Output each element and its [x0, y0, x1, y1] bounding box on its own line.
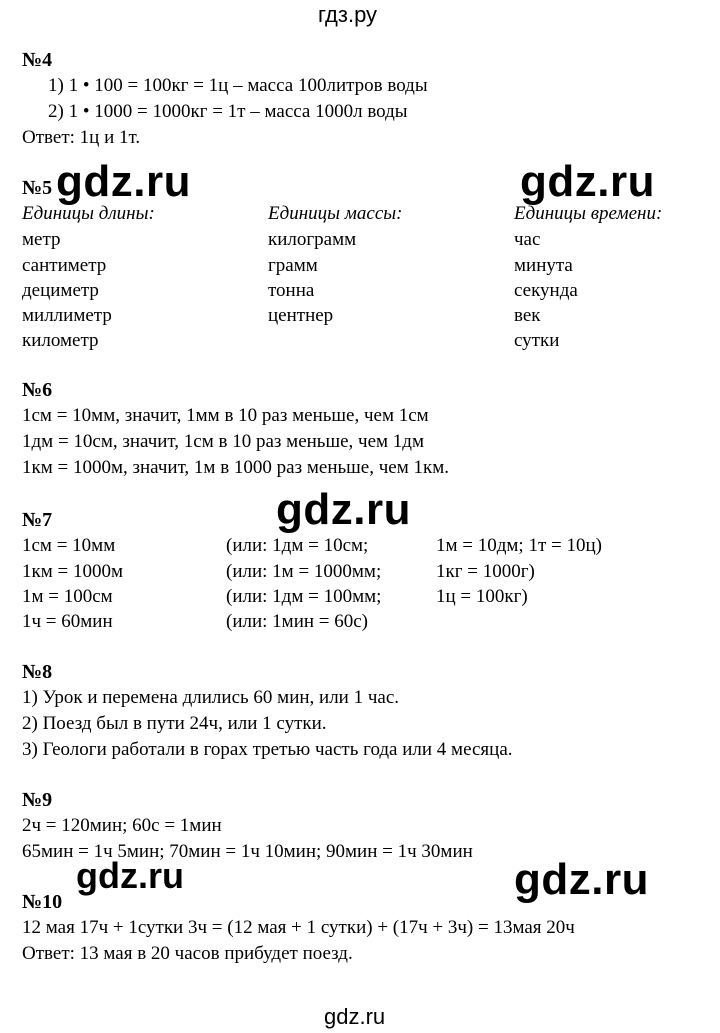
watermark: gdz.ru [520, 157, 655, 206]
task6-number: №6 [22, 379, 53, 401]
task5-time-item: минута [514, 255, 573, 276]
task10-answer: Ответ: 13 мая в 20 часов прибудет поезд. [22, 943, 353, 964]
task5-heading-time: Единицы времени: [514, 203, 663, 224]
task5-mass-item: килограмм [268, 229, 357, 250]
task7-row2-a: 1км = 1000м [22, 561, 123, 582]
task7-row1-c: 1м = 10дм; 1т = 10ц) [436, 535, 602, 556]
task5-length-item: миллиметр [22, 305, 112, 326]
task6-line-1: 1см = 10мм, значит, 1мм в 10 раз меньше, чем 1см [22, 405, 429, 426]
task9-line-2: 65мин = 1ч 5мин; 70мин = 1ч 10мин; 90мин = 1ч 30мин [22, 841, 473, 862]
task5-time-item: сутки [514, 330, 560, 351]
task7-row1-a: 1см = 10мм [22, 535, 116, 556]
task4-line-2: 2) 1 • 1000 = 1000кг = 1т – масса 1000л воды [48, 101, 408, 122]
task10-number: №10 [22, 891, 63, 913]
task8-number: №8 [22, 661, 53, 683]
task5-length-item: метр [22, 229, 61, 250]
task5-time-item: век [514, 305, 541, 326]
task4-number: №4 [22, 49, 53, 71]
task7-row3-b: (или: 1дм = 100мм; [226, 586, 382, 607]
watermark: gdz.ru [276, 485, 411, 534]
task4-line-1: 1) 1 • 100 = 100кг = 1ц – масса 100литров воды [48, 75, 428, 96]
task5-time-item: час [514, 229, 541, 250]
task7-row1-b: (или: 1дм = 10см; [226, 535, 369, 556]
task5-length-item: дециметр [22, 280, 99, 301]
task5-time-item: секунда [514, 280, 578, 301]
task10-line-1: 12 мая 17ч + 1сутки 3ч = (12 мая + 1 сутки) + (17ч + 3ч) = 13мая 20ч [22, 917, 575, 938]
task6-line-3: 1км = 1000м, значит, 1м в 1000 раз меньше, чем 1км. [22, 457, 449, 478]
task9-line-1: 2ч = 120мин; 60с = 1мин [22, 815, 222, 836]
task7-row4-b: (или: 1мин = 60с) [226, 611, 369, 632]
task5-length-item: сантиметр [22, 255, 107, 276]
task7-row3-a: 1м = 100см [22, 586, 113, 607]
task7-row2-b: (или: 1м = 1000мм; [226, 561, 382, 582]
task8-line-3: 3) Геологи работали в горах третью часть года или 4 месяца. [22, 739, 513, 760]
task6-line-2: 1дм = 10см, значит, 1см в 10 раз меньше, чем 1дм [22, 431, 424, 452]
task5-mass-item: тонна [268, 280, 315, 301]
watermark: gdz.ru [56, 157, 191, 206]
task5-heading-length: Единицы длины: [22, 203, 155, 224]
header-site: гдз.ру [318, 2, 378, 27]
task5-mass-item: центнер [268, 305, 334, 326]
task8-line-2: 2) Поезд был в пути 24ч, или 1 сутки. [22, 713, 327, 734]
watermark: gdz.ru [514, 855, 649, 904]
task7-row3-c: 1ц = 100кг) [436, 586, 528, 607]
task7-row4-a: 1ч = 60мин [22, 611, 113, 632]
task7-row2-c: 1кг = 1000г) [436, 561, 535, 582]
task5-number: №5 [22, 177, 53, 199]
watermark: gdz.ru [76, 855, 184, 896]
footer-site: gdz.ru [324, 1004, 386, 1029]
task8-line-1: 1) Урок и перемена длились 60 мин, или 1 час. [22, 687, 400, 708]
task5-mass-item: грамм [268, 255, 318, 276]
task5-length-item: километр [22, 330, 99, 351]
task4-answer: Ответ: 1ц и 1т. [22, 127, 141, 148]
task7-number: №7 [22, 509, 53, 531]
task5-heading-mass: Единицы массы: [268, 203, 403, 224]
task9-number: №9 [22, 789, 53, 811]
